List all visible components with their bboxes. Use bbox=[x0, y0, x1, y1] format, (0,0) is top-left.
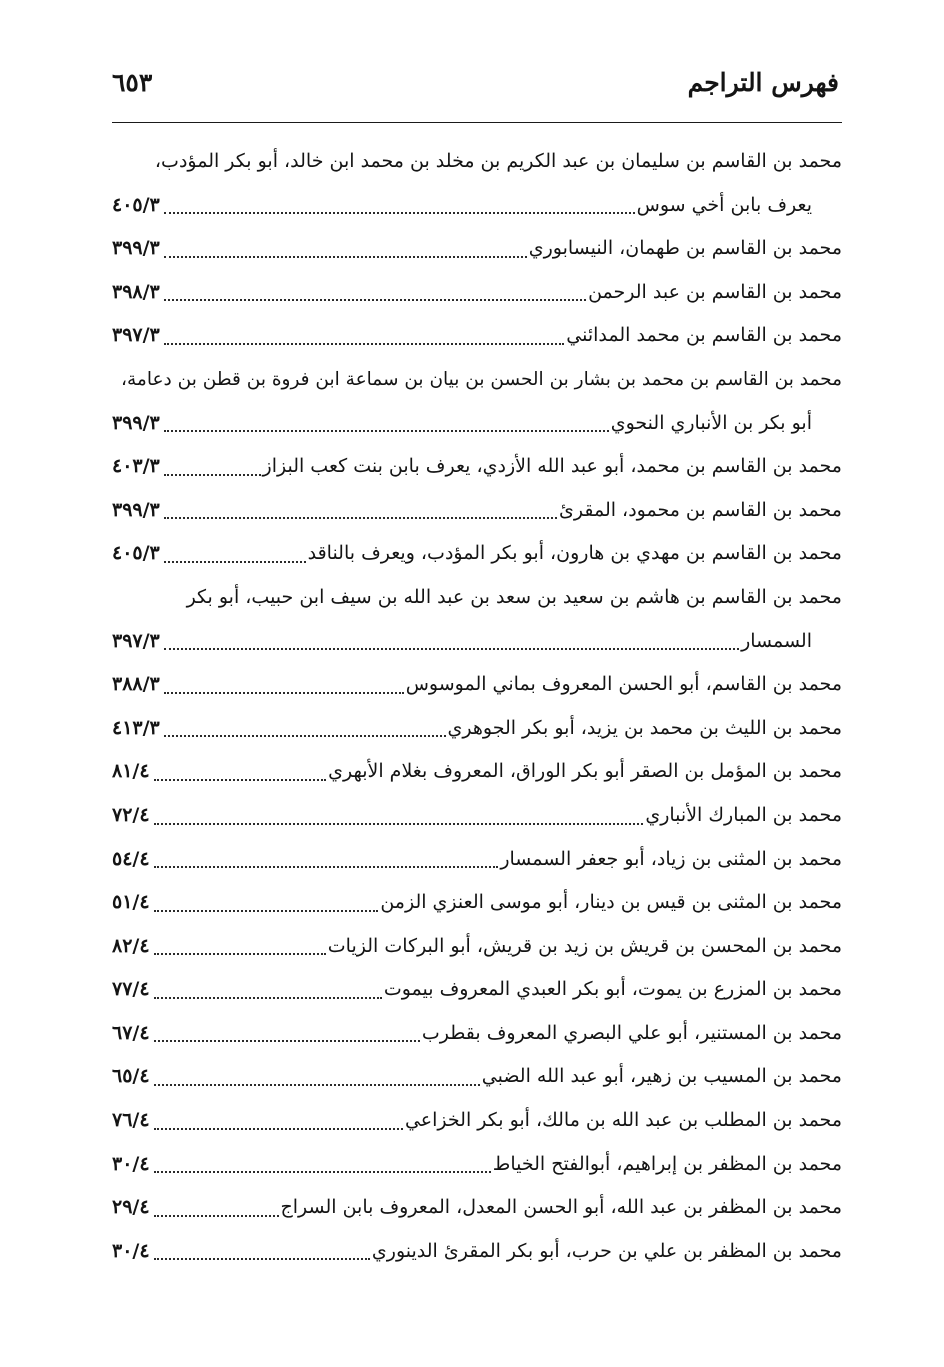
entry-text: محمد بن المظفر بن عبد الله، أبو الحسن المعدل، المعروف بابن السراج bbox=[280, 1196, 842, 1219]
dot-leader bbox=[154, 1040, 420, 1042]
index-entry-line bbox=[112, 1186, 842, 1230]
dot-leader bbox=[164, 735, 446, 737]
volume-page-ref: ٧٢/٤ bbox=[112, 803, 150, 826]
index-entry-line bbox=[112, 1143, 842, 1187]
dot-leader bbox=[154, 866, 499, 868]
index-entry-line bbox=[112, 184, 842, 228]
entry-text: محمد بن القاسم بن سليمان بن عبد الكريم بن مخلد بن محمد ابن خالد، أبو بكر المؤدب، bbox=[154, 150, 842, 172]
index-entries bbox=[112, 140, 842, 1273]
entry-text: أبو بكر بن الأنباري النحوي bbox=[610, 411, 812, 434]
header-rule bbox=[112, 122, 842, 123]
entry-text: محمد بن المبارك الأنباري bbox=[645, 803, 842, 826]
index-entry-line bbox=[112, 925, 842, 969]
dot-leader bbox=[164, 648, 739, 650]
index-entry-line bbox=[112, 750, 842, 794]
page-number: ٦٥٣ bbox=[112, 68, 153, 97]
volume-page-ref: ٣٩٧/٣ bbox=[112, 629, 160, 652]
dot-leader bbox=[164, 212, 635, 214]
index-entry-line bbox=[112, 402, 842, 446]
index-entry-line bbox=[112, 1230, 842, 1274]
index-entry-line bbox=[112, 314, 842, 358]
entry-text: محمد بن المطلب بن عبد الله بن مالك، أبو بكر الخزاعي bbox=[404, 1109, 842, 1132]
dot-leader bbox=[154, 1215, 279, 1217]
index-entry-line bbox=[112, 1099, 842, 1143]
entry-text: محمد بن المزرع بن يموت، أبو بكر العبدي المعروف بيموت bbox=[383, 978, 842, 1001]
entry-text: محمد بن القاسم بن محمود، المقرئ bbox=[559, 498, 842, 521]
entry-text: محمد بن القاسم بن عبد الرحمن bbox=[588, 280, 842, 303]
entry-text: محمد بن المظفر بن إبراهيم، أبوالفتح الخياط bbox=[492, 1152, 842, 1175]
dot-leader bbox=[154, 1128, 403, 1130]
volume-page-ref: ٣٨٨/٣ bbox=[112, 673, 160, 696]
entry-text: محمد بن القاسم، أبو الحسن المعروف بماني الموسوس bbox=[405, 673, 842, 696]
index-entry-line bbox=[112, 445, 842, 489]
dot-leader bbox=[154, 910, 379, 912]
index-entry-line bbox=[112, 1055, 842, 1099]
index-entry-line bbox=[112, 968, 842, 1012]
index-entry-line bbox=[112, 576, 842, 620]
dot-leader bbox=[164, 256, 527, 258]
index-entry-line bbox=[112, 271, 842, 315]
dot-leader bbox=[164, 561, 306, 563]
dot-leader bbox=[154, 1171, 491, 1173]
index-entry-line bbox=[112, 794, 842, 838]
volume-page-ref: ٤٠٥/٣ bbox=[112, 193, 160, 216]
volume-page-ref: ٥٤/٤ bbox=[112, 847, 150, 870]
volume-page-ref: ٣٩٩/٣ bbox=[112, 498, 160, 521]
entry-text: محمد بن القاسم بن محمد، أبو عبد الله الأزدي، يعرف بابن بنت كعب البزاز bbox=[262, 455, 842, 478]
entry-text: محمد بن القاسم بن مهدي بن هارون، أبو بكر المؤدب، ويعرف بالناقد bbox=[307, 542, 842, 565]
dot-leader bbox=[164, 692, 404, 694]
index-entry-line bbox=[112, 707, 842, 751]
volume-page-ref: ٨١/٤ bbox=[112, 760, 150, 783]
dot-leader bbox=[154, 779, 327, 781]
volume-page-ref: ٥١/٤ bbox=[112, 891, 150, 914]
dot-leader bbox=[154, 953, 326, 955]
volume-page-ref: ٧٦/٤ bbox=[112, 1109, 150, 1132]
entry-text: محمد بن القاسم بن طهمان، النيسابوري bbox=[528, 237, 842, 260]
dot-leader bbox=[164, 517, 557, 519]
entry-text: محمد بن القاسم بن محمد بن بشار بن الحسن بن بيان بن سماعة ابن فروة بن قطن بن دعامة، bbox=[121, 368, 842, 390]
running-header bbox=[112, 62, 839, 118]
volume-page-ref: ٤٠٥/٣ bbox=[112, 542, 160, 565]
dot-leader bbox=[154, 1084, 480, 1086]
volume-page-ref: ٨٢/٤ bbox=[112, 934, 150, 957]
index-entry-line bbox=[112, 532, 842, 576]
entry-text: محمد بن القاسم بن محمد المدائني bbox=[566, 324, 842, 347]
entry-text: يعرف بابن أخي سوس bbox=[636, 193, 812, 216]
volume-page-ref: ٦٧/٤ bbox=[112, 1021, 150, 1044]
volume-page-ref: ٣٠/٤ bbox=[112, 1239, 150, 1262]
dot-leader bbox=[154, 1258, 370, 1260]
entry-text: محمد بن المسيب بن زهير، أبو عبد الله الضبي bbox=[481, 1065, 842, 1088]
volume-page-ref: ٧٧/٤ bbox=[112, 978, 150, 1001]
dot-leader bbox=[164, 430, 609, 432]
index-entry-line bbox=[112, 489, 842, 533]
index-entry-line bbox=[112, 358, 842, 402]
index-entry-line bbox=[112, 838, 842, 882]
entry-text: محمد بن المحسن بن قريش بن زيد بن قريش، أبو البركات الزيات bbox=[327, 934, 842, 957]
entry-text: محمد بن المؤمل بن الصقر أبو بكر الوراق، المعروف بغلام الأبهري bbox=[328, 760, 842, 783]
entry-text: محمد بن المثنى بن قيس بن دينار، أبو موسى العنزي الزمن bbox=[380, 891, 842, 914]
entry-text: محمد بن المستنير، أبو علي البصري المعروف بقطرب bbox=[421, 1021, 842, 1044]
dot-leader bbox=[154, 997, 382, 999]
volume-page-ref: ٣٩٩/٣ bbox=[112, 411, 160, 434]
volume-page-ref: ٣٠/٤ bbox=[112, 1152, 150, 1175]
entry-text: محمد بن المثنى بن زياد، أبو جعفر السمسار bbox=[500, 847, 842, 870]
index-entry-line bbox=[112, 620, 842, 664]
index-entry-line bbox=[112, 227, 842, 271]
dot-leader bbox=[164, 474, 261, 476]
volume-page-ref: ٦٥/٤ bbox=[112, 1065, 150, 1088]
dot-leader bbox=[164, 299, 586, 301]
running-title: فهرس التراجم bbox=[687, 68, 839, 97]
dot-leader bbox=[154, 823, 644, 825]
volume-page-ref: ٣٩٧/٣ bbox=[112, 324, 160, 347]
entry-text: السمسار bbox=[741, 629, 812, 652]
index-entry-line bbox=[112, 881, 842, 925]
volume-page-ref: ٣٩٨/٣ bbox=[112, 280, 160, 303]
entry-text: محمد بن الليث بن محمد بن يزيد، أبو بكر الجوهري bbox=[447, 716, 842, 739]
entry-text: محمد بن المظفر بن علي بن حرب، أبو بكر المقرئ الدينوري bbox=[371, 1239, 842, 1262]
volume-page-ref: ٣٩٩/٣ bbox=[112, 237, 160, 260]
index-entry-line bbox=[112, 663, 842, 707]
volume-page-ref: ٢٩/٤ bbox=[112, 1196, 150, 1219]
dot-leader bbox=[164, 343, 565, 345]
entry-text: محمد بن القاسم بن هاشم بن سعيد بن سعد بن عبد الله بن سيف ابن حبيب، أبو بكر bbox=[186, 585, 842, 608]
volume-page-ref: ٤٠٣/٣ bbox=[112, 455, 160, 478]
index-entry-line bbox=[112, 140, 842, 184]
volume-page-ref: ٤١٣/٣ bbox=[112, 716, 160, 739]
index-entry-line bbox=[112, 1012, 842, 1056]
